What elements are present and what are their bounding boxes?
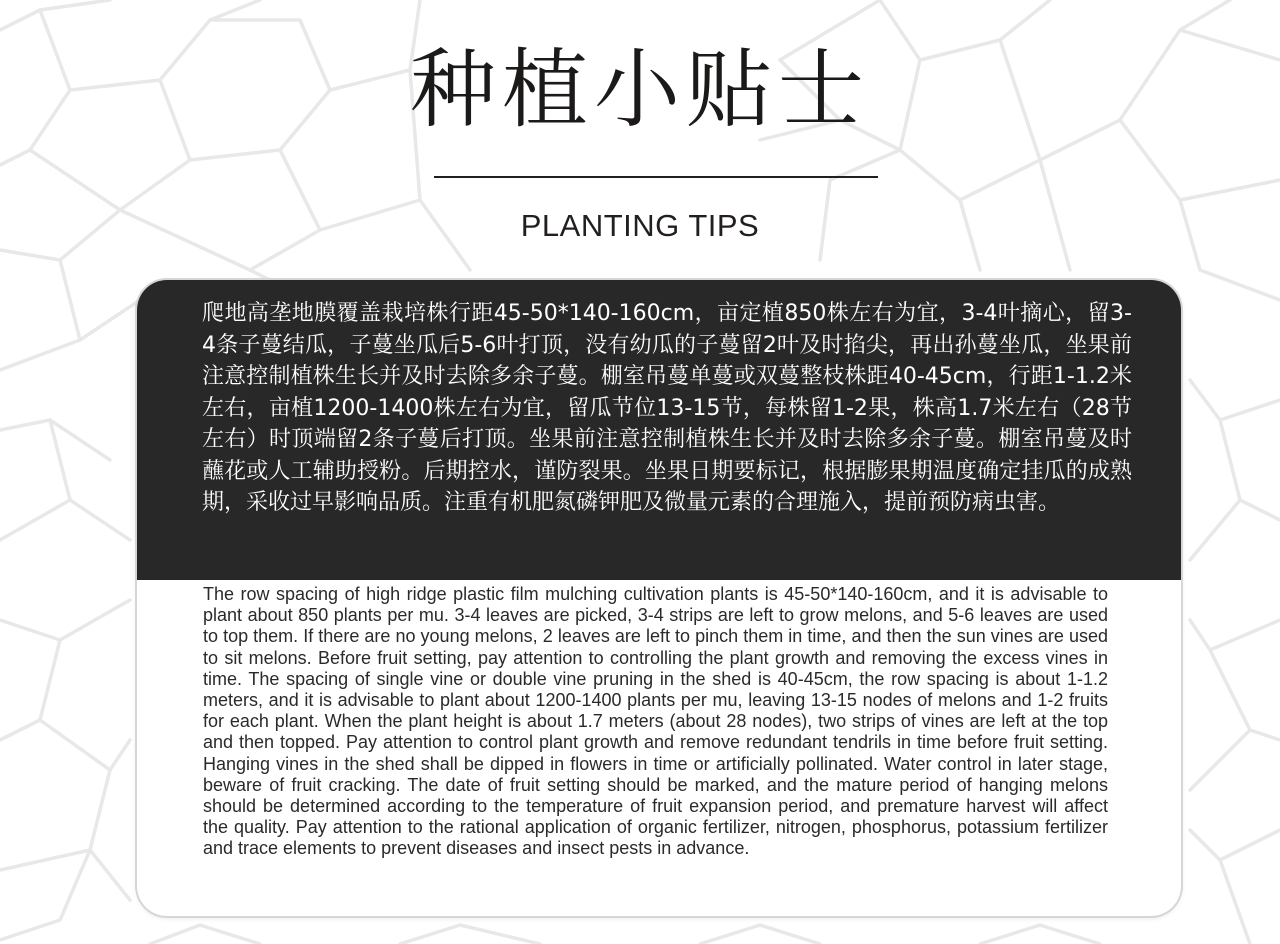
english-paragraph: The row spacing of high ridge plastic film mulching cultivation plants is 45-50*140-160cm, and it is advisable to plant about 850 plants per mu. 3-4 leaves are picked, 3-4 strips are left to grow melons, and 5-6 leaves are used to top them. If there are no young melons, 2 leaves are left to pinch them in time, and then the sun vines are used to sit melons. Before fruit setting, pay attention to controlling the plant growth and removing the excess vines in time. The spacing of single vine or double vine pruning in the shed is 40-45cm, the row spacing is about 1-1.2 meters, and it is advisable to plant about 1200-1400 plants per mu, leaving 13-15 nodes of melons and 1-2 fruits for each plant. When the plant height is about 1.7 meters (about 28 nodes), two strips of vines are left at the top and then topped. Pay attention to control plant growth and remove redundant tendrils in time before fruit setting. Hanging vines in the shed shall be dipped in flowers in time or artificially pollinated. Water control in later stage, beware of fruit cracking. The date of fruit setting should be marked, and the mature period of hanging melons should be determined according to the temperature of fruit expansion period, and premature harvest will affect the quality. Pay attention to the rational application of organic fertilizer, nitrogen, phosphorus, potassium fertilizer and trace elements to prevent diseases and insect pests in advance. [203,584,1108,859]
page-title: 种植小贴士 [410,40,870,140]
chinese-paragraph: 爬地高垄地膜覆盖栽培株行距45-50*140-160cm，亩定植850株左右为宜，3-4叶摘心，留3-4条子蔓结瓜，子蔓坐瓜后5-6叶打顶，没有幼瓜的子蔓留2叶及时掐尖，再出孙蔓坐瓜，坐果前注意控制植株生长并及时去除多余子蔓。棚室吊蔓单蔓或双蔓整枝株距40-45cm，行距1-1.2米左右，亩植1200-1400株左右为宜，留瓜节位13-15节，每株留1-2果，株高1.7米左右（28节左右）时顶端留2条子蔓后打顶。坐果前注意控制植株生长并及时去除多余子蔓。棚室吊蔓及时蘸花或人工辅助授粉。后期控水，谨防裂果。坐果日期要标记，根据膨果期温度确定挂瓜的成熟期，采收过早影响品质。注重有机肥氮磷钾肥及微量元素的合理施入，提前预防病虫害。 [202,301,1132,515]
tips-card [137,280,1181,916]
title-divider [434,176,878,178]
chinese-text-panel [137,280,1181,580]
page-subtitle: PLANTING TIPS [520,208,760,243]
